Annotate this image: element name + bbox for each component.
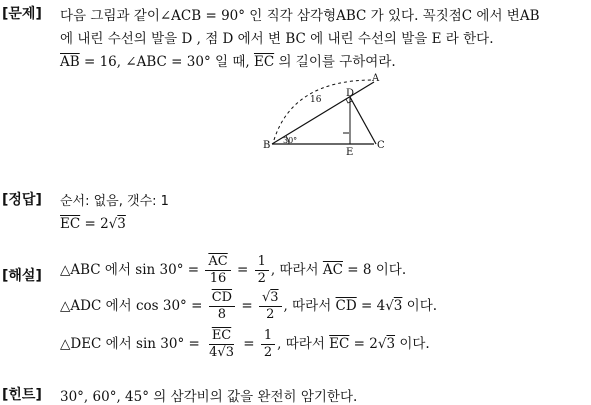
r2-num2: √3 — [259, 290, 282, 307]
r3-num: $\overline{EC}$ — [209, 328, 234, 345]
segment-ab: $\overline{AB}$ — [60, 54, 80, 70]
r3-prefix: △DEC 에서 sin 30° = — [60, 336, 205, 352]
r1-den: 16 — [209, 271, 227, 286]
r3-eq: = — [238, 336, 259, 352]
label-16: 16 — [310, 95, 322, 105]
problem-line-3-mid: = 16, ∠ABC = 30° 일 때, — [79, 54, 254, 70]
problem-label: [문제] — [2, 6, 42, 22]
hint-label: [힌트] — [2, 387, 42, 403]
r3-frac-1 — [206, 328, 237, 361]
answer-label: [정답] — [2, 192, 42, 208]
r2-frac-2 — [259, 290, 282, 323]
r1-prefix: △ABC 에서 sin 30° = — [60, 262, 204, 278]
r2-end-1: = 4 — [356, 298, 386, 314]
r1-den2: 2 — [257, 271, 266, 286]
label-d: D — [346, 88, 355, 99]
r2-frac-1 — [209, 290, 235, 323]
r1-end: = 8 이다. — [342, 262, 407, 278]
r3-den-coef: 4 — [209, 345, 218, 360]
r2-end-2: 이다. — [402, 298, 438, 314]
label-e: E — [346, 147, 354, 155]
r2-eq: = — [237, 298, 257, 314]
r2-num2-radicand: 3 — [270, 290, 279, 305]
length-arc-16 — [274, 80, 373, 140]
answer-segment-ec: $\overline{EC}$ — [60, 216, 81, 232]
r3-den: 4√3 — [209, 345, 234, 360]
problem-line-3-end: 의 길이를 구하여라. — [274, 54, 396, 70]
r3-den-radicand: 3 — [225, 345, 234, 360]
r3-den2: 2 — [263, 345, 273, 360]
solution-row-3 — [60, 328, 430, 361]
r1-post: , 따라서 — [270, 262, 323, 278]
side-ac — [374, 82, 376, 144]
hint-text: 30°, 60°, 45° 의 삼각비의 값을 완전히 암기한다. — [60, 389, 358, 405]
r2-segment: $\overline{CD}$ — [335, 298, 357, 314]
solution-label: [해설] — [2, 268, 42, 284]
r1-num: $\overline{AC}$ — [205, 254, 230, 271]
r3-frac-2 — [261, 328, 275, 361]
r1-frac-2 — [255, 254, 269, 287]
r3-end-radicand: 3 — [386, 336, 396, 352]
r3-end-1: = 2 — [349, 336, 378, 352]
r2-prefix: △ADC 에서 cos 30° = — [60, 298, 207, 314]
solution-row-1 — [60, 254, 406, 287]
segment-cd — [350, 97, 376, 144]
answer-radicand: 3 — [117, 216, 126, 232]
answer-line-1: 순서: 없음, 갯수: 1 — [60, 194, 169, 209]
answer-eq: = 2 — [80, 216, 109, 232]
label-c: C — [377, 140, 385, 151]
r1-frac-1 — [205, 254, 230, 287]
label-b: B — [263, 140, 271, 151]
r3-segment: $\overline{EC}$ — [329, 336, 350, 352]
r1-eq: = — [232, 262, 253, 278]
answer-line-2 — [60, 216, 126, 232]
label-a: A — [372, 73, 380, 84]
answer-sqrt: √3 — [108, 216, 126, 232]
r2-sqrt: √3 — [385, 298, 403, 314]
problem-line-2: 에 내린 수선의 발을 D , 점 D 에서 변 BC 에 내린 수선의 발을 E 라 한다. — [60, 31, 494, 47]
triangle-figure — [255, 70, 395, 155]
r2-num: $\overline{CD}$ — [209, 290, 235, 307]
segment-ec: $\overline{EC}$ — [253, 54, 275, 70]
label-30deg: 30° — [283, 136, 298, 145]
r3-end-2: 이다. — [395, 336, 430, 352]
r1-num2: 1 — [255, 254, 269, 271]
problem-line-3 — [60, 50, 396, 70]
r3-post: , 따라서 — [277, 336, 330, 352]
r2-den: 8 — [217, 307, 227, 322]
r2-post: , 따라서 — [283, 298, 336, 314]
r2-end-radicand: 3 — [393, 298, 403, 314]
solution-row-2 — [60, 290, 437, 323]
r1-segment: $\overline{AC}$ — [322, 262, 343, 278]
problem-line-1: 다음 그림과 같이∠ACB = 90° 인 직각 삼각형ABC 가 있다. 꼭짓점C 에서 변AB — [60, 8, 540, 24]
r2-den2: 2 — [266, 307, 275, 322]
r3-sqrt: √3 — [377, 336, 396, 352]
r3-num2: 1 — [261, 328, 275, 345]
